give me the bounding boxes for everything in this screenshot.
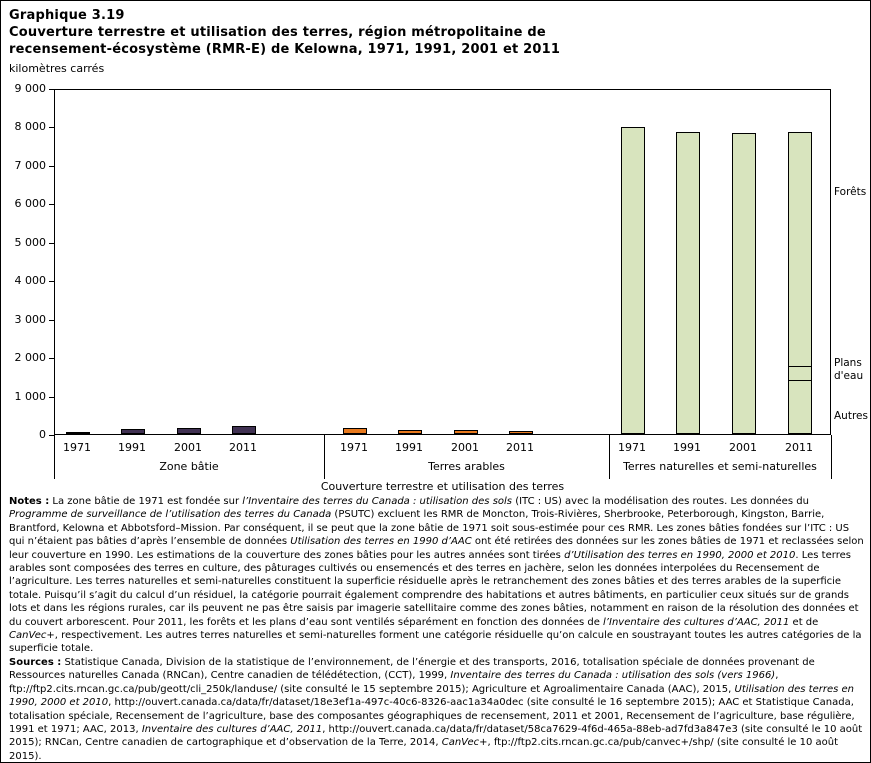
text-segment: d’Utilisation des terres en 1990, 2000 et 2010 <box>564 549 796 561</box>
text-segment: CanVec+ <box>9 630 55 642</box>
text-segment: , ftp://ftp2.cits.rncan.gc.ca/pub/canvec+/shp/ (site consulté le 10 août 2015). <box>9 737 839 762</box>
sources-paragraph <box>9 657 862 762</box>
y-tick-label: 5 000 <box>14 235 46 249</box>
x-group-label-zone-batie: Zone bâtie <box>159 460 219 473</box>
x-year-label-terres-naturelles-et-semi-naturelles-1991: 1991 <box>673 441 701 454</box>
text-segment: Statistique Canada, Division de la statistique de l’environnement, de l’énergie et des transports, 2016, totalisation spéciale de données provenant de Ressources naturelles Canada (RNCan), Centre canadien de télédétection, (CCT), 1999, <box>9 656 815 682</box>
y-tick-label: 3 000 <box>14 312 46 326</box>
figure-number: Graphique 3.19 <box>9 8 125 23</box>
text-segment: Inventaire des terres du Canada : utilisation des sols (vers 1966) <box>450 670 776 682</box>
text-segment: Inventaire des cultures d’AAC, 2011 <box>141 723 323 735</box>
annotation-plans-d-eau: Plans d'eau <box>834 357 864 382</box>
bar-zone-batie-2001 <box>177 428 201 434</box>
bar-terres-arables-1971 <box>343 428 367 434</box>
x-year-label-zone-batie-2011: 2011 <box>229 441 257 454</box>
bar-zone-batie-1971 <box>66 432 90 434</box>
text-segment: l’Inventaire des terres du Canada : utilisation des sols <box>242 496 513 507</box>
text-segment: , ftp://ftp2.cits.rncan.gc.ca/pub/geott/cli_250k/landuse/ (site consulté le 15 septembre 2015); Agriculture et Agroalimentaire Canada (AAC), 2015, <box>9 670 779 695</box>
x-year-label-terres-arables-2001: 2001 <box>451 441 479 454</box>
x-year-label-terres-arables-2011: 2011 <box>506 441 534 454</box>
text-segment: (ITC : US) avec la modélisation des routes. Les données du <box>512 496 809 507</box>
text-segment: et de <box>789 616 819 628</box>
bar-terres-arables-1991 <box>398 430 422 434</box>
text-segment: l’Inventaire des cultures d’AAC, 2011 <box>603 616 790 628</box>
bar-terres-naturelles-et-semi-naturelles-2011 <box>788 132 812 434</box>
x-year-label-terres-arables-1991: 1991 <box>395 441 423 454</box>
text-segment: Notes : <box>9 496 50 507</box>
text-segment: La zone bâtie de 1971 est fondée sur <box>49 496 243 507</box>
category-axis <box>54 435 831 479</box>
text-segment: ont été retirées des données sur les zones bâties de 1971 et reclassées selon leur couverture en 1990. Les estimations de la couverture des zones bâties pour les autres années sont tirées <box>9 536 864 561</box>
annotation-forets: Forêts <box>834 186 867 198</box>
x-year-label-zone-batie-1991: 1991 <box>118 441 146 454</box>
y-tick-label: 4 000 <box>14 274 46 288</box>
y-tick-label: 2 000 <box>14 351 46 365</box>
y-axis-unit-label: kilomètres carrés <box>9 62 105 75</box>
text-segment: , http://ouvert.canada.ca/data/fr/dataset/18e3ef1a-497c-40c6-8326-aac1a34a0dec (site consulté le 16 septembre 2015); AAC et Statistique Canada, totalisation spéciale, Recensement de l’agriculture, base des composantes géographiques de recensement, 2011 et 2001, Recensement de l’agriculture, base régulière, 1991 et 1971; AAC, 2013, <box>9 697 855 735</box>
y-tick-label: 0 <box>39 428 46 441</box>
bar-zone-batie-1991 <box>121 429 145 434</box>
y-tick-label: 1 000 <box>14 389 46 403</box>
y-tick-label: 8 000 <box>14 120 46 134</box>
bar-terres-arables-2011 <box>509 431 533 434</box>
stack-segment-divider <box>788 380 812 381</box>
bar-terres-naturelles-et-semi-naturelles-2001 <box>732 133 756 434</box>
notes-paragraph <box>9 496 864 654</box>
plot-area <box>54 89 831 435</box>
text-segment: Utilisation des terres en 1990 d’AAC <box>290 536 472 548</box>
stack-segment-divider <box>788 366 812 367</box>
text-segment: Utilisation des terres en 1990, 2000 et 2010 <box>9 683 854 709</box>
notes-and-sources <box>9 495 865 763</box>
y-tick-label: 7 000 <box>14 158 46 172</box>
text-segment: . Les terres arables sont composées des terres en culture, des pâturages cultivés ou ensemencés et des terres en jachère, selon les données interpolées du Recensement de l’agriculture. Les terres naturelles et semi-naturelles constituent la superficie résiduelle après le retranchement des zones bâties et des terres arables de la superficie totale. Puisqu’il s’agit du calcul d’un résiduel, la catégorie pourrait également comprendre des habitations et autres bâtiments, en particulier ceux situés sur de grands lots et dans les régions rurales, car ils peuvent ne pas être saisis par imagerie satellitaire comme des zones bâties, notamment en raison de la résolution des données et du couvert arborescent. Pour 2011, les forêts et les plans d’eau sont ventilés séparément en fonction des données de <box>9 549 859 628</box>
figure-header <box>9 7 849 75</box>
text-segment: , http://ouvert.canada.ca/data/fr/dataset/58ca7629-4f6d-465a-88eb-ad7fd3a847e3 (site consulté le 10 août 2015); RNCan, Centre canadien de cartographique et d’observation de la Terre, 2014, <box>9 723 863 749</box>
y-tick-label: 6 000 <box>14 197 46 211</box>
x-group-label-terres-naturelles-et-semi-naturelles: Terres naturelles et semi-naturelles <box>623 460 817 473</box>
bar-terres-arables-2001 <box>454 430 478 434</box>
text-segment: (PSUTC) excluent les RMR de Moncton, Trois-Rivières, Sherbrooke, Peterborough, Kingston, Barrie, Brantford, Kelowna et Abbotsford–Mission. Par conséquent, il se peut que la zone bâtie de 1971 soit sous-estimée pour ces RMR. Les zones bâties fondées sur l’ITC : US qui n’étaient pas bâties d’après l’ensemble de données <box>9 509 850 548</box>
x-axis-title: Couverture terrestre et utilisation des terres <box>320 480 565 493</box>
bar-terres-naturelles-et-semi-naturelles-1991 <box>676 132 700 434</box>
text-segment: CanVec+ <box>441 737 488 749</box>
x-year-label-zone-batie-2001: 2001 <box>174 441 202 454</box>
figure-title-line-2: recensement-écosystème (RMR-E) de Kelowna, 1971, 1991, 2001 et 2011 <box>9 42 561 57</box>
x-year-label-terres-naturelles-et-semi-naturelles-2001: 2001 <box>729 441 757 454</box>
text-segment: Sources : <box>9 656 62 668</box>
text-segment: Programme de surveillance de l’utilisation des terres du Canada <box>9 509 332 521</box>
y-tick-label: 9 000 <box>14 82 46 95</box>
bar-zone-batie-2011 <box>232 426 256 434</box>
category-separator <box>831 435 832 479</box>
x-group-label-terres-arables: Terres arables <box>428 460 505 473</box>
figure-title-line-1: Couverture terrestre et utilisation des terres, région métropolitaine de <box>9 25 546 40</box>
text-segment: , respectivement. Les autres terres naturelles et semi-naturelles forment une catégorie résiduelle qu’on calcule en soustrayant toutes les autres catégories de la superficie totale. <box>9 630 862 655</box>
x-year-label-terres-naturelles-et-semi-naturelles-2011: 2011 <box>785 441 813 454</box>
annotation-autres: Autres <box>834 410 868 422</box>
x-year-label-terres-arables-1971: 1971 <box>340 441 368 454</box>
x-year-label-terres-naturelles-et-semi-naturelles-1971: 1971 <box>618 441 646 454</box>
x-year-label-zone-batie-1971: 1971 <box>63 441 91 454</box>
bar-terres-naturelles-et-semi-naturelles-1971 <box>621 127 645 434</box>
